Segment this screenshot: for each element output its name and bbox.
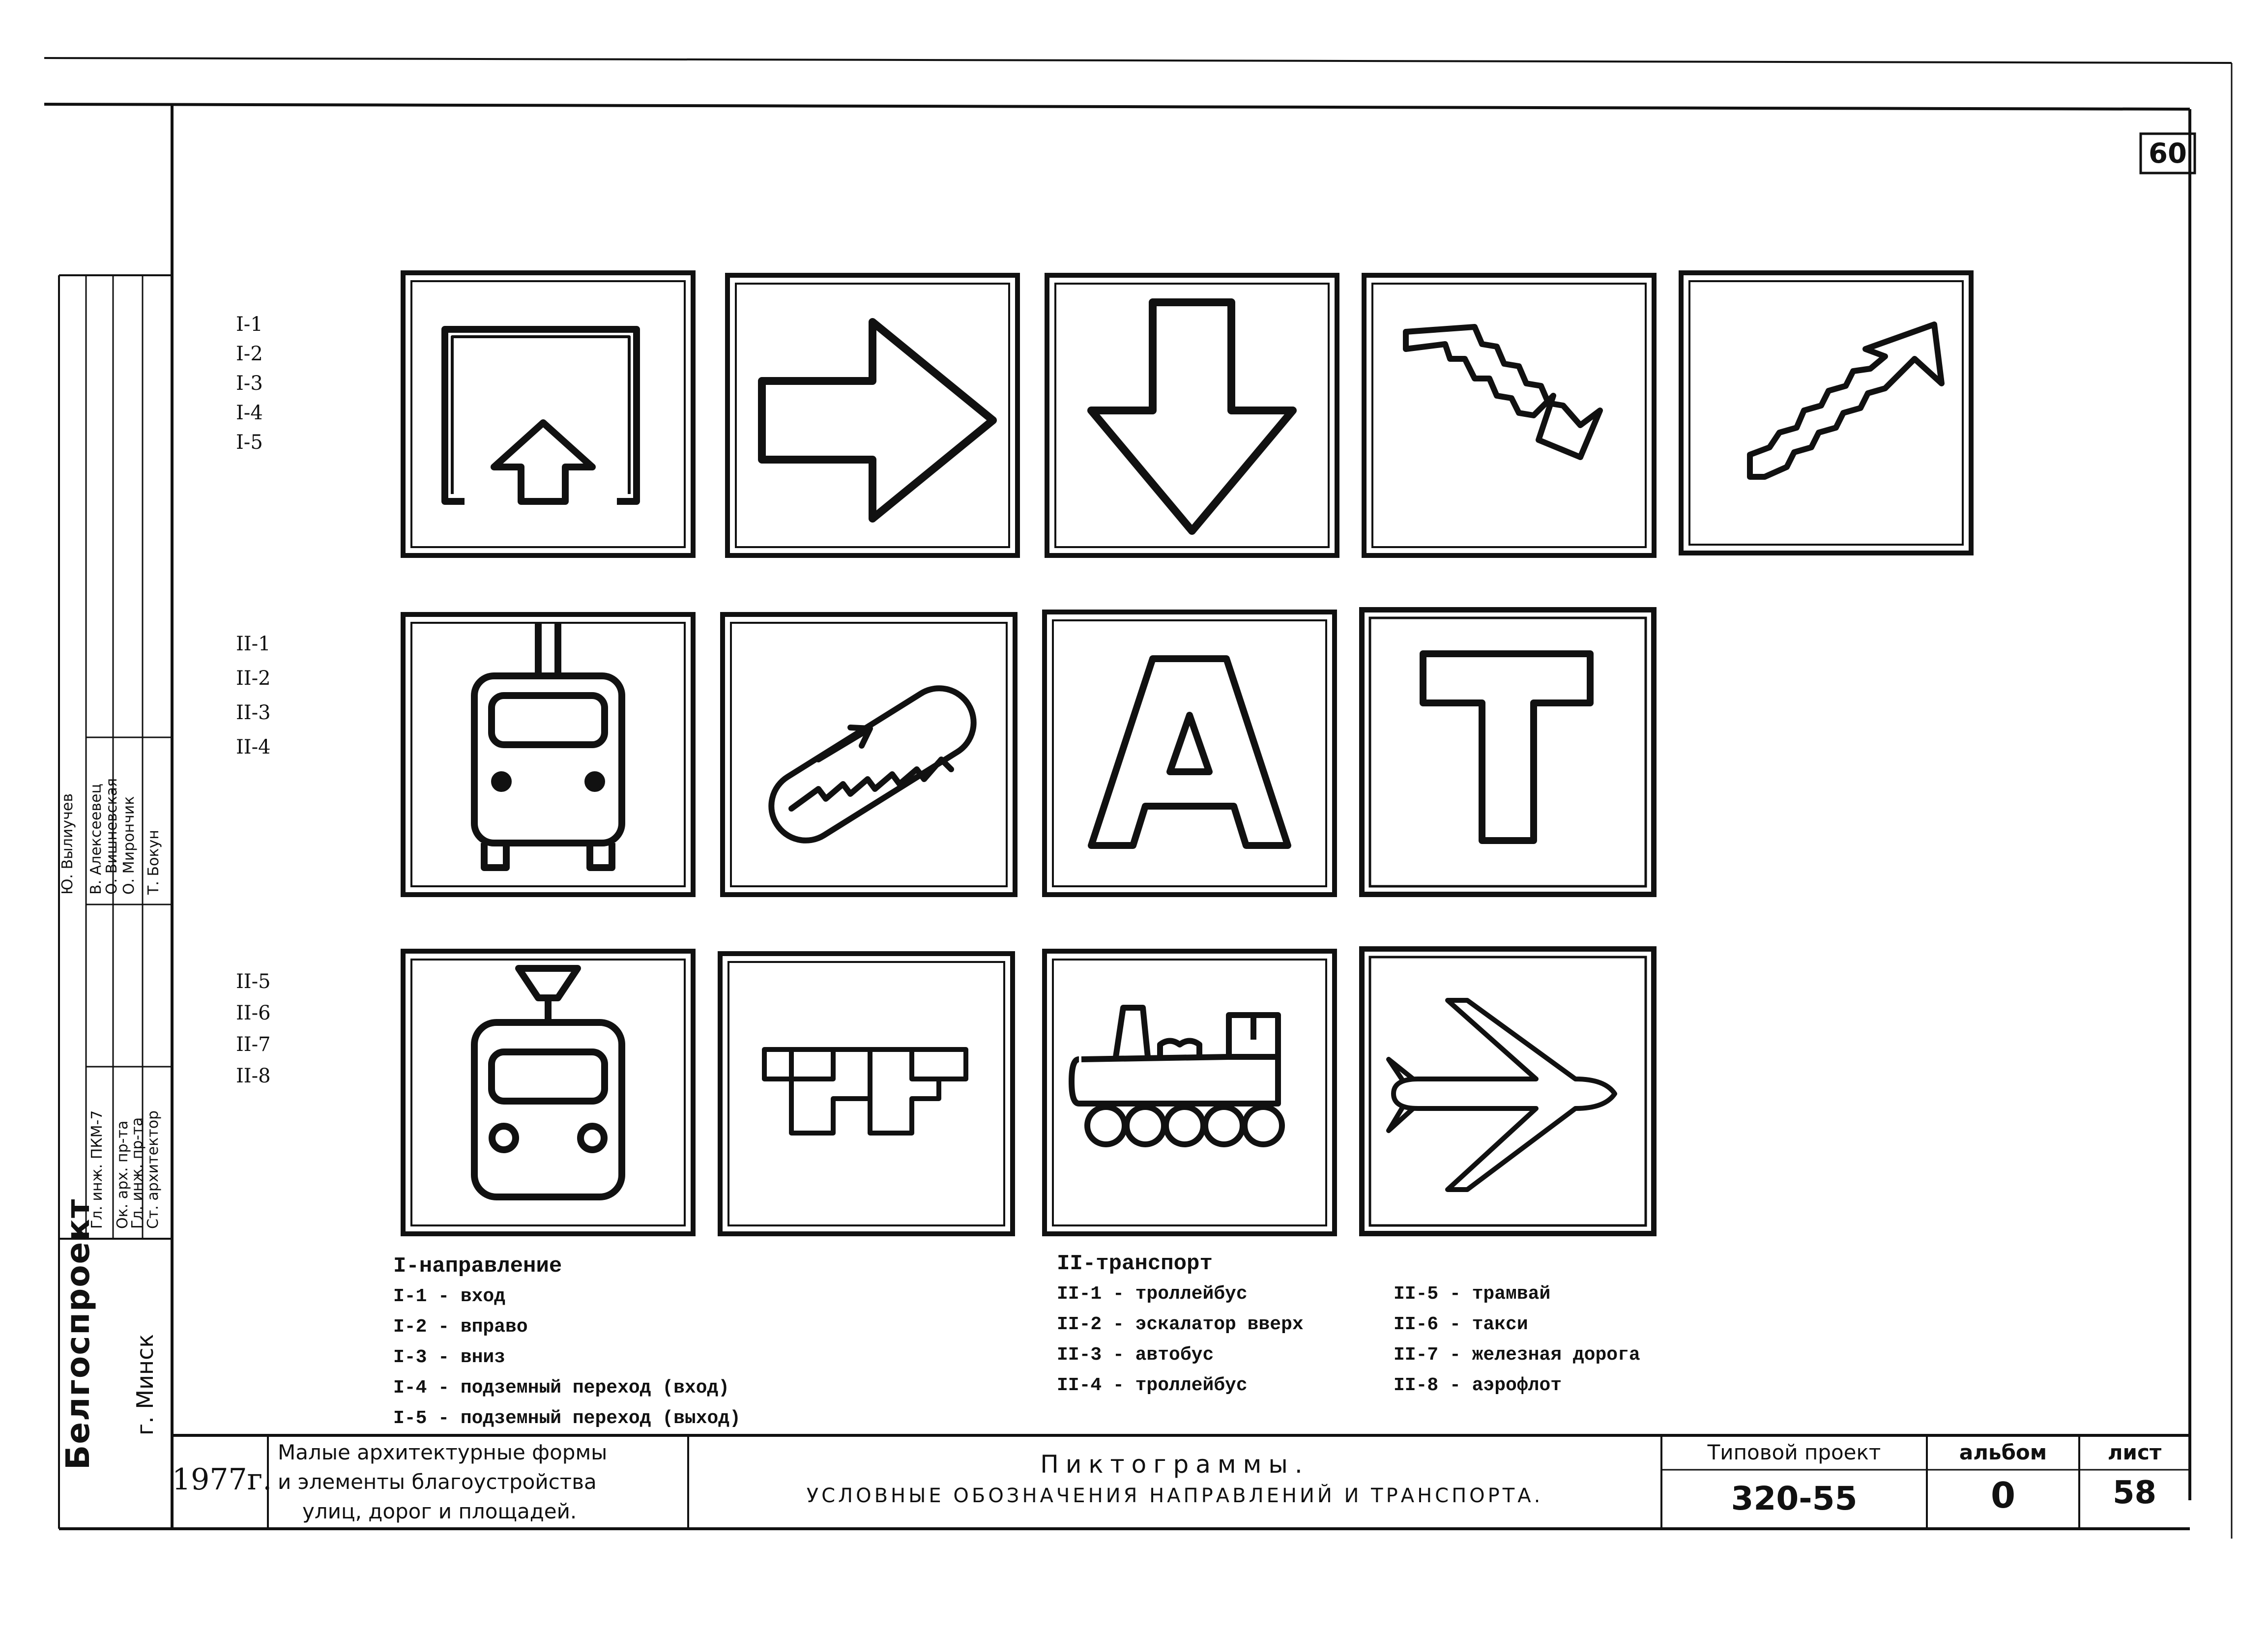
legend-directions: [393, 1251, 741, 1434]
pictogram-taxi: [718, 951, 1015, 1236]
legend-transport: [1057, 1249, 1304, 1401]
row-label: II-4: [236, 736, 271, 758]
sheet-label: лист: [2107, 1440, 2162, 1464]
legend-directions-title: I-направление: [393, 1254, 562, 1279]
legend-item: II-3 - автобус: [1057, 1344, 1214, 1366]
pictogram-trolleybus: [401, 612, 696, 897]
staff-name: О. Мирончик: [120, 796, 138, 895]
staff-name: Ю. Вылиучев: [59, 793, 76, 895]
row-labels-transport-1: [236, 627, 271, 764]
taxi-checker-icon: [764, 1049, 966, 1133]
album-subject: [278, 1438, 607, 1526]
subject-line: Малые архитектурные формы: [278, 1440, 608, 1464]
legend-transport-title: II-транспорт: [1057, 1252, 1213, 1276]
project-label: Типовой проект: [1707, 1440, 1881, 1464]
legend-item: II-7 - железная дорога: [1394, 1344, 1640, 1366]
row-label: I-2: [236, 343, 263, 365]
row-label: I-4: [236, 402, 263, 424]
staff-name: О. Вишневская: [103, 778, 120, 895]
staff-role: Гл. инж. ПКМ-7: [88, 1110, 106, 1229]
bus-letter-icon: [1091, 659, 1288, 845]
staff-role: Ок. арх. пр-та: [114, 1120, 131, 1229]
frame-top-border: [44, 104, 2190, 109]
legend-item: II-1 - троллейбус: [1057, 1283, 1248, 1305]
pictogram-tram: [401, 949, 696, 1236]
organization-name: Белгоспроект: [59, 1198, 97, 1470]
row-label: II-2: [236, 667, 271, 690]
locomotive-icon: [1072, 1008, 1282, 1144]
row-label: II-1: [236, 633, 271, 655]
row-labels-directions: [236, 310, 263, 457]
pictogram-railway: [1042, 949, 1337, 1236]
row-label: I-1: [236, 313, 263, 336]
legend-item: II-8 - аэрофлот: [1394, 1375, 1562, 1396]
row-label: I-3: [236, 372, 263, 395]
legend-item: I-5 - подземный переход (выход): [393, 1408, 741, 1429]
legend-item: I-1 - вход: [393, 1286, 506, 1307]
sheet-subtitle: УСЛОВНЫЕ ОБОЗНАЧЕНИЯ НАПРАВЛЕНИЙ И ТРАНСПОРТА.: [806, 1485, 1543, 1507]
airplane-icon: [1389, 1000, 1615, 1190]
arrow-right-icon: [762, 322, 993, 519]
pictogram-down: [1045, 273, 1339, 558]
trolley-letter-icon: [1423, 654, 1590, 841]
legend-item: II-2 - эскалатор вверх: [1057, 1314, 1304, 1335]
year: 1977г.: [172, 1462, 272, 1497]
trolleybus-icon: [474, 622, 622, 868]
row-label: II-8: [236, 1065, 271, 1087]
staff-role: Ст. архитектор: [145, 1110, 162, 1229]
legend-item: I-2 - вправо: [393, 1316, 528, 1338]
row-label: II-7: [236, 1033, 271, 1056]
arrow-down-icon: [1091, 302, 1293, 531]
legend-item: II-6 - такси: [1394, 1314, 1528, 1335]
project-value: 320-55: [1731, 1480, 1858, 1517]
legend-item: I-4 - подземный переход (вход): [393, 1377, 730, 1398]
legend-item: II-5 - трамвай: [1394, 1283, 1551, 1305]
city-name: г. Минск: [132, 1334, 158, 1435]
tram-icon: [474, 968, 622, 1197]
pictogram-bus: [1042, 610, 1337, 897]
legend-item: II-4 - троллейбус: [1057, 1375, 1248, 1396]
row-label: II-6: [236, 1002, 271, 1024]
sheet-value: 58: [2112, 1475, 2157, 1511]
subject-line: улиц, дорог и площадей.: [302, 1499, 577, 1523]
sheet-title: Пиктограммы.: [1040, 1450, 1309, 1479]
pictogram-trolleybus-t: [1359, 607, 1657, 897]
row-label: II-5: [236, 970, 271, 993]
sheet-top-number: 60: [2149, 137, 2187, 170]
stairs-down-arrow-icon: [1406, 327, 1600, 457]
staff-name: Т. Бокун: [145, 830, 162, 895]
album-value: 0: [1990, 1475, 2016, 1516]
stairs-up-arrow-icon: [1750, 324, 1942, 477]
escalator-icon: [758, 675, 987, 853]
legend-item: I-3 - вниз: [393, 1347, 506, 1368]
row-labels-transport-2: [236, 966, 271, 1092]
pictogram-right: [725, 273, 1020, 558]
pictogram-airline: [1359, 946, 1657, 1236]
staff-role: Гл. инж. пр-та: [129, 1117, 146, 1229]
trolley-letter: T: [1359, 607, 1360, 608]
row-label: I-5: [236, 431, 263, 454]
pictogram-escalator: [720, 612, 1018, 897]
album-label: альбом: [1959, 1440, 2047, 1464]
pictogram-entrance: [401, 270, 696, 558]
subject-line: и элементы благоустройства: [278, 1470, 597, 1494]
row-label: II-3: [236, 701, 271, 724]
staff-name: В. Алексеевец: [87, 784, 105, 895]
pictogram-underpass-in: [1362, 273, 1657, 558]
pictogram-underpass-out: [1679, 270, 1974, 555]
entrance-icon: [445, 329, 637, 501]
legend-transport-2: [1394, 1279, 1640, 1401]
